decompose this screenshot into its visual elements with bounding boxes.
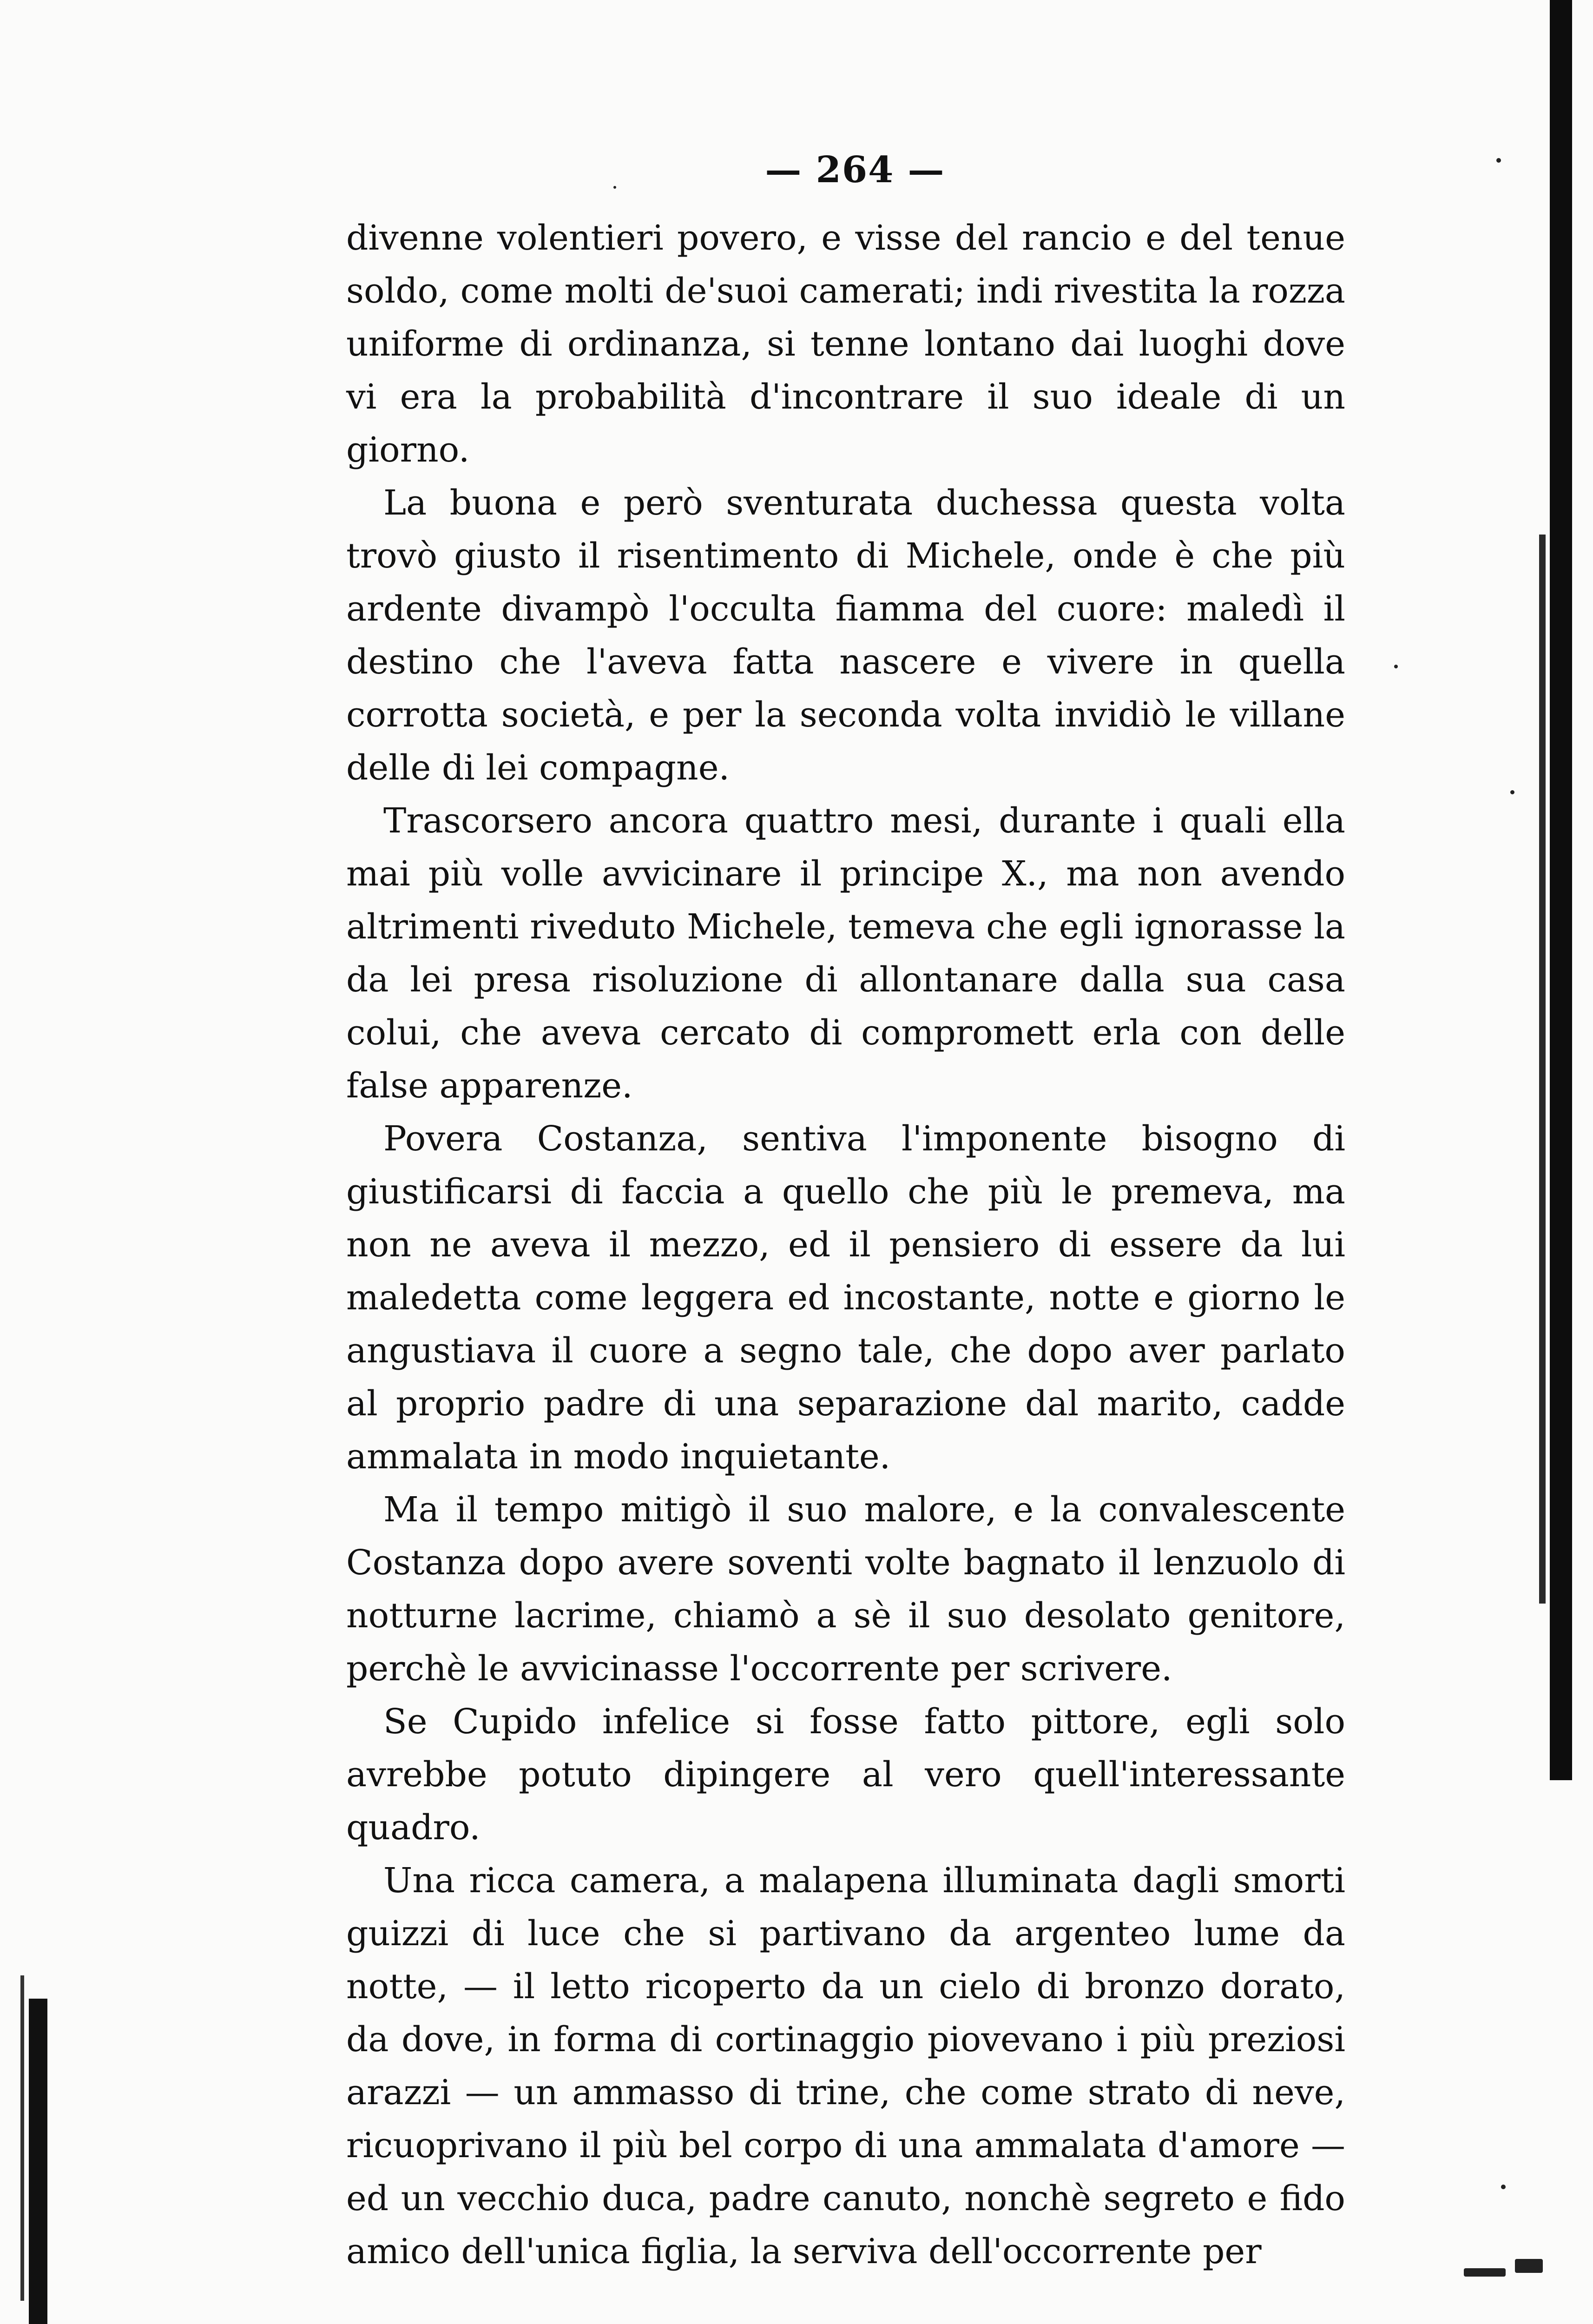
scan-speck (1496, 158, 1501, 163)
scan-speck (1501, 2185, 1506, 2189)
scan-speck (613, 186, 616, 189)
paragraph: Ma il tempo mitigò il suo malore, e la convalescente Costanza dopo avere soventi volte bagnato il lenzuolo di notturne lacrime, chiamò a sè il suo desolato genitore, perchè le avvicinasse l'occorrente per scrivere. (346, 1490, 1345, 1689)
paragraph: Se Cupido infelice si fosse fatto pittore, egli solo avrebbe potuto dipingere al vero quell'interessante quadro. (346, 1702, 1345, 1848)
body-text (346, 211, 1345, 2278)
scan-speck (1510, 790, 1514, 794)
binding-shadow-left-inner (20, 1975, 24, 2301)
binding-shadow-left (29, 1999, 47, 2324)
binding-shadow-right-inner (1539, 535, 1546, 1604)
paragraph: Povera Costanza, sentiva l'imponente bisogno di giustificarsi di faccia a quello che più le premeva, ma non ne aveva il mezzo, ed il pensiero di essere da lui maledetta come leggera ed incostante, notte e giorno le angustiava il cuore a segno tale, che dopo aver parlato al proprio padre di una separazione dal marito, cadde ammalata in modo inquietante. (346, 1119, 1345, 1477)
binding-shadow-right (1550, 0, 1572, 1780)
paragraph: La buona e però sventurata duchessa questa volta trovò giusto il risentimento di Michele, onde è che più ardente divampò l'occulta fiamma del cuore: maledì il destino che l'aveva fatta nascere e vivere in quella corrotta società, e per la seconda volta invidiò le villane delle di lei compagne. (346, 483, 1345, 788)
paragraph: Trascorsero ancora quattro mesi, durante i quali ella mai più volle avvicinare il principe X., ma non avendo altrimenti riveduto Michele, temeva che egli ignorasse la da lei presa risoluzione di allontanare dalla sua casa colui, che aveva cercato di compromett erla con delle false apparenze. (346, 801, 1345, 1106)
page-number: — 264 — (765, 149, 945, 191)
scan-speck (1394, 665, 1398, 668)
paragraph: Una ricca camera, a malapena illuminata dagli smorti guizzi di luce che si partivano da argenteo lume da notte, — il letto ricoperto da un cielo di bronzo dorato, da dove, in forma di cortinaggio piovevano i più preziosi arazzi — un ammasso di trine, che come strato di neve, ricuoprivano il più bel corpo di una ammalata d'amore — ed un vecchio duca, padre canuto, nonchè segreto e fido amico dell'unica figlia, la serviva dell'occorrente per (346, 1861, 1345, 2271)
paragraph: divenne volentieri povero, e visse del rancio e del tenue soldo, come molti de'suoi camerati; indi rivestita la rozza uniforme di ordinanza, si tenne lontano dai luoghi dove vi era la probabilità d'incontrare il suo ideale di un giorno. (346, 218, 1345, 470)
scan-speck (1464, 2268, 1506, 2277)
scan-speck (1515, 2259, 1543, 2273)
